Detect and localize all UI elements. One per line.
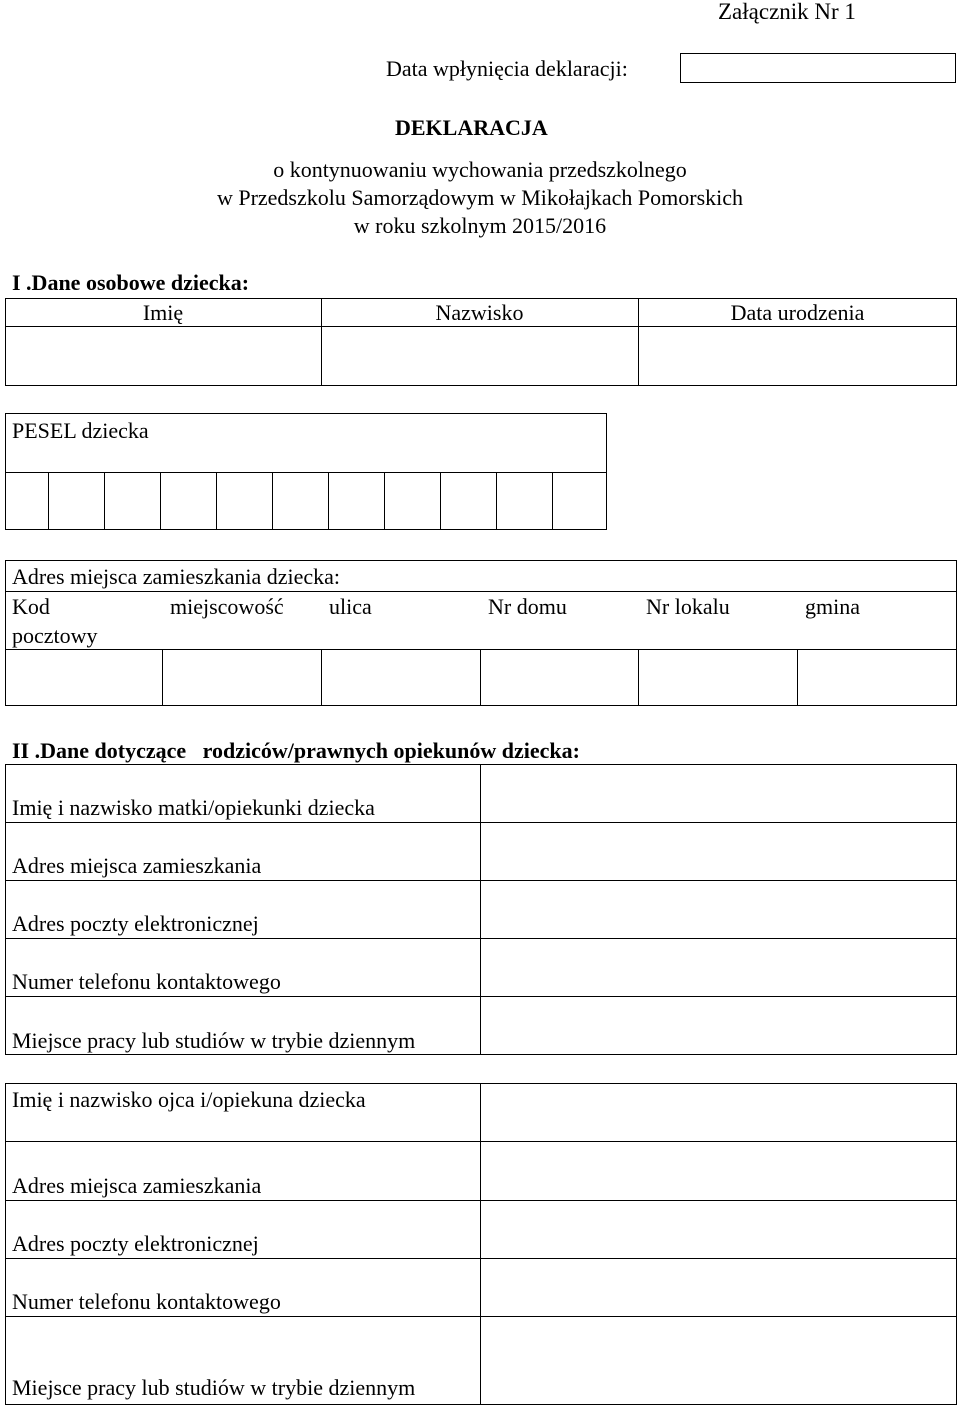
pesel-digit-cell[interactable]	[106, 474, 159, 528]
father-name-label: Imię i nazwisko ojca i/opiekuna dziecka	[12, 1087, 366, 1112]
column-birth-date: Data urodzenia	[730, 300, 865, 325]
pesel-digit-cell[interactable]	[218, 474, 271, 528]
street-label: ulica	[329, 594, 372, 619]
mother-email-field[interactable]	[482, 882, 955, 937]
receipt-date-label: Data wpłynięcia deklaracji:	[386, 56, 628, 81]
section-2-heading: II .Dane dotyczące rodziców/prawnych opiekunów dziecka:	[12, 738, 580, 763]
subtitle-line-1: o kontynuowaniu wychowania przedszkolnego	[273, 157, 687, 182]
postal-code-label-line1: Kod	[12, 594, 50, 619]
commune-label: gmina	[805, 594, 860, 619]
flat-number-label: Nr lokalu	[646, 594, 730, 619]
pesel-digit-cell[interactable]	[498, 474, 551, 528]
mother-phone-field[interactable]	[482, 940, 955, 995]
house-number-field[interactable]	[482, 651, 637, 704]
mother-address-label: Adres miejsca zamieszkania	[12, 853, 262, 878]
father-workplace-field[interactable]	[482, 1318, 955, 1403]
section-1-heading: I .Dane osobowe dziecka:	[12, 270, 250, 295]
mother-name-field[interactable]	[482, 766, 955, 821]
address-heading: Adres miejsca zamieszkania dziecka:	[12, 564, 341, 589]
father-address-field[interactable]	[482, 1143, 955, 1199]
pesel-digit-cell[interactable]	[554, 474, 606, 528]
house-number-label: Nr domu	[488, 594, 567, 619]
first-name-field[interactable]	[7, 328, 319, 384]
last-name-field[interactable]	[323, 328, 636, 384]
street-field[interactable]	[323, 651, 479, 704]
subtitle-line-3: w roku szkolnym 2015/2016	[353, 213, 607, 238]
town-label: miejscowość	[170, 594, 284, 619]
pesel-digit-cell[interactable]	[330, 474, 383, 528]
pesel-digit-cell[interactable]	[50, 474, 103, 528]
receipt-date-field[interactable]	[680, 53, 956, 83]
postal-code-label-line2: pocztowy	[12, 623, 98, 648]
father-email-label: Adres poczty elektronicznej	[12, 1231, 259, 1256]
postal-code-field[interactable]	[7, 651, 161, 704]
pesel-digit-cell[interactable]	[442, 474, 495, 528]
father-phone-label: Numer telefonu kontaktowego	[12, 1289, 281, 1314]
birth-date-field[interactable]	[640, 328, 955, 384]
pesel-label: PESEL dziecka	[12, 418, 149, 443]
father-address-label: Adres miejsca zamieszkania	[12, 1173, 262, 1198]
father-name-field[interactable]	[482, 1085, 955, 1140]
document-title: DEKLARACJA	[395, 115, 548, 140]
mother-email-label: Adres poczty elektronicznej	[12, 911, 259, 936]
pesel-digit-cell[interactable]	[386, 474, 439, 528]
column-last-name: Nazwisko	[435, 300, 524, 325]
mother-name-label: Imię i nazwisko matki/opiekunki dziecka	[12, 795, 375, 820]
town-field[interactable]	[164, 651, 320, 704]
father-email-field[interactable]	[482, 1202, 955, 1257]
subtitle-line-2: w Przedszkolu Samorządowym w Mikołajkach Pomorskich	[216, 185, 744, 210]
column-first-name: Imię	[142, 300, 184, 325]
pesel-digit-cell[interactable]	[7, 474, 47, 528]
flat-number-field[interactable]	[640, 651, 796, 704]
mother-address-field[interactable]	[482, 824, 955, 879]
mother-workplace-label: Miejsce pracy lub studiów w trybie dziennym	[12, 1028, 416, 1053]
commune-field[interactable]	[799, 651, 955, 704]
mother-workplace-field[interactable]	[482, 998, 955, 1053]
pesel-digit-cell[interactable]	[274, 474, 327, 528]
mother-phone-label: Numer telefonu kontaktowego	[12, 969, 281, 994]
attachment-label: Załącznik Nr 1	[718, 0, 856, 24]
pesel-digit-cell[interactable]	[162, 474, 215, 528]
father-phone-field[interactable]	[482, 1260, 955, 1315]
father-workplace-label: Miejsce pracy lub studiów w trybie dziennym	[12, 1375, 416, 1400]
